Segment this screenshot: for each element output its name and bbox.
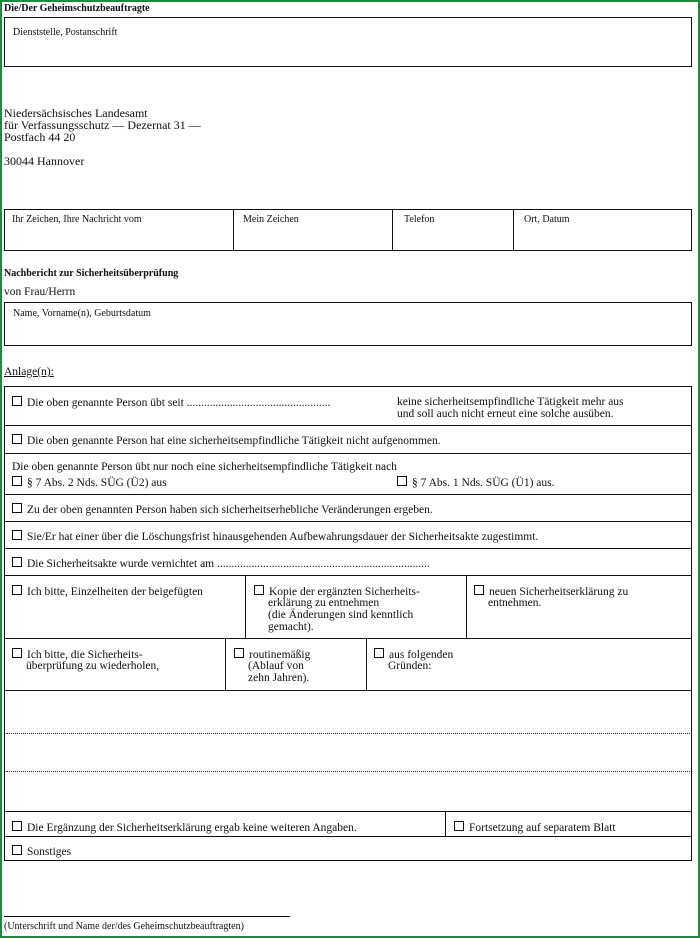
option-file-destroyed[interactable]: Die Sicherheitsakte wurde vernichtet am ..........................................................................: [12, 557, 430, 570]
signature-label: (Unterschrift und Name der/des Geheimschutzbeauftragten): [4, 921, 244, 932]
option-copy-declaration-cont-2: (die Änderungen sind kenntlich: [268, 609, 414, 621]
option-copy-declaration-cont-3: gemacht).: [268, 621, 314, 633]
option-no-further-info[interactable]: Die Ergänzung der Sicherheitserklärung ergab keine weiteren Angaben.: [12, 821, 357, 834]
option-repeat-check[interactable]: Ich bitte, die Sicherheits-: [12, 648, 143, 661]
your-reference-label: Ihr Zeichen, Ihre Nachricht vom: [12, 214, 142, 225]
checkbox[interactable]: [12, 476, 22, 486]
option-details-attached[interactable]: Ich bitte, Einzelheiten der beigefügten: [12, 585, 203, 598]
option-changes[interactable]: Zu der oben genannten Person haben sich sicherheitserhebliche Veränderungen ergeben.: [12, 503, 433, 516]
person-name-box[interactable]: [4, 302, 692, 346]
checkbox[interactable]: [474, 585, 484, 595]
checkbox[interactable]: [374, 648, 384, 658]
options-table: [4, 386, 692, 861]
option-routine-cont-2: zehn Jahren).: [248, 672, 310, 684]
person-name-label: Name, Vorname(n), Geburtsdatum: [13, 308, 151, 319]
option-no-longer-active[interactable]: Die oben genannte Person übt seit ..................................................: [12, 396, 330, 409]
sender-box[interactable]: [4, 17, 692, 67]
option-reasons[interactable]: aus folgenden: [374, 648, 453, 661]
attachments-label: Anlage(n):: [4, 366, 54, 378]
checkbox[interactable]: [454, 821, 464, 831]
option-new-declaration-cont: entnehmen.: [488, 597, 542, 609]
checkbox[interactable]: [12, 434, 22, 444]
checkbox[interactable]: [12, 557, 22, 567]
option-no-longer-active-cont-1: keine sicherheitsempfindliche Tätigkeit mehr aus: [397, 396, 624, 408]
sender-label: Dienststelle, Postanschrift: [13, 27, 118, 38]
checkbox[interactable]: [12, 503, 22, 513]
checkbox[interactable]: [254, 585, 264, 595]
checkbox[interactable]: [12, 821, 22, 831]
form-title: Die/Der Geheimschutzbeauftragte: [4, 3, 150, 14]
phone-label: Telefon: [404, 214, 435, 225]
subject-title: Nachbericht zur Sicherheitsüberprüfung: [4, 268, 179, 279]
option-retention-consent[interactable]: Sie/Er hat einer über die Löschungsfrist hinausgehenden Aufbewahrungsdauer der Sicherheitsakte zugestimmt.: [12, 530, 538, 543]
subject-person: von Frau/Herrn: [4, 286, 76, 298]
place-date-label: Ort, Datum: [524, 214, 570, 225]
option-u2[interactable]: § 7 Abs. 2 Nds. SÜG (Ü2) aus: [12, 476, 167, 489]
signature-line[interactable]: [4, 916, 290, 917]
option-repeat-check-cont: überprüfung zu wiederholen,: [26, 660, 160, 672]
option-new-declaration[interactable]: neuen Sicherheitserklärung zu: [474, 585, 628, 598]
checkbox[interactable]: [12, 648, 22, 658]
option-continuation-sheet[interactable]: Fortsetzung auf separatem Blatt: [454, 821, 616, 834]
my-reference-label: Mein Zeichen: [243, 214, 299, 225]
checkbox[interactable]: [12, 396, 22, 406]
checkbox[interactable]: [12, 845, 22, 855]
option-routine-cont-1: (Ablauf von: [248, 660, 304, 672]
option-not-started[interactable]: Die oben genannte Person hat eine sicherheitsempfindliche Tätigkeit nicht aufgenommen.: [12, 434, 441, 447]
option-u1[interactable]: § 7 Abs. 1 Nds. SÜG (Ü1) aus.: [397, 476, 554, 489]
reasons-line-1[interactable]: [6, 733, 690, 734]
option-routine[interactable]: routinemäßig: [234, 648, 310, 661]
checkbox[interactable]: [397, 476, 407, 486]
recipient-line-2: für Verfassungsschutz — Dezernat 31 —: [4, 118, 201, 132]
checkbox[interactable]: [12, 530, 22, 540]
reasons-line-2[interactable]: [6, 771, 690, 772]
recipient-line-3: Postfach 44 20: [4, 130, 76, 144]
option-copy-declaration[interactable]: Kopie der ergänzten Sicherheits-: [254, 585, 420, 598]
option-reasons-cont: Gründen:: [388, 660, 432, 672]
option-no-longer-active-cont-2: und soll auch nicht erneut eine solche ausüben.: [397, 408, 614, 420]
option-copy-declaration-cont-1: erklärung zu entnehmen: [268, 597, 380, 609]
option-only-activity-intro: Die oben genannte Person übt nur noch eine sicherheitsempfindliche Tätigkeit nach: [12, 461, 397, 473]
option-other[interactable]: Sonstiges: [12, 845, 71, 858]
recipient-line-1: Niedersächsisches Landesamt: [4, 106, 148, 120]
checkbox[interactable]: [12, 585, 22, 595]
checkbox[interactable]: [234, 648, 244, 658]
recipient-line-4: 30044 Hannover: [4, 154, 85, 168]
